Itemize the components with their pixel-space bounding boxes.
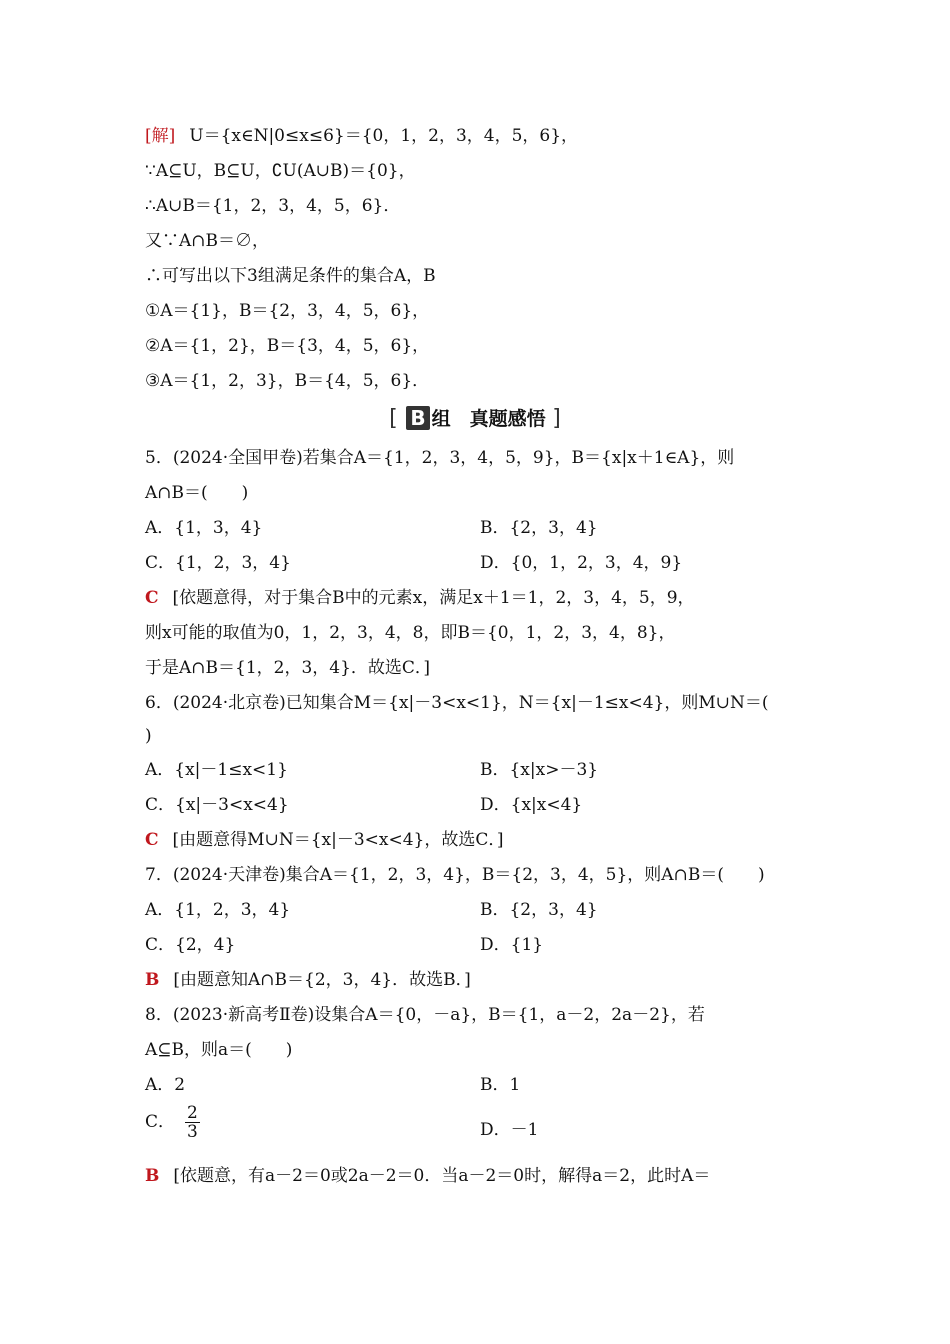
- q7-stem-1: 7．(2024·天津卷)集合A＝{1，2，3，4}，B＝{2，3，4，5}，则A∩B＝( ): [145, 865, 765, 885]
- q6-answer: C: [145, 830, 159, 850]
- q7-option-a: A．{1，2，3，4}: [145, 900, 291, 920]
- q5-explanation-1: C [依题意得，对于集合B中的元素x，满足x＋1＝1，2，3，4，5，9，: [145, 588, 695, 608]
- solution-line-2: ∵A⊆U，B⊆U，∁U(A∪B)＝{0}，: [145, 161, 416, 181]
- solution-tag: [解]: [145, 126, 176, 146]
- q8-stem-2: A⊆B，则a＝( ): [145, 1040, 293, 1060]
- q5-explanation-2: 则x可能的取值为0，1，2，3，4，8，即B＝{0，1，2，3，4，8}，: [145, 623, 676, 643]
- q6-option-b: B．{x|x>－3}: [480, 760, 599, 780]
- q8-stem-1: 8．(2023·新高考Ⅱ卷)设集合A＝{0，－a}，B＝{1，a－2，2a－2}，若: [145, 1005, 705, 1025]
- section-heading: [ B 组 真题感悟 ]: [389, 406, 561, 431]
- section-title: 组 真题感悟: [431, 408, 546, 430]
- q6-stem-2: ): [145, 726, 152, 746]
- fraction: $\frac{2}{3}$: [187, 1103, 198, 1142]
- q6-option-a: A．{x|－1≤x<1}: [145, 760, 288, 780]
- q7-option-d: D．{1}: [480, 935, 544, 955]
- q7-answer: B: [145, 970, 160, 990]
- q5-stem-1: 5．(2024·全国甲卷)若集合A＝{1，2，3，4，5，9}，B＝{x|x＋1∈A}，则: [145, 448, 735, 468]
- q8-explanation-1: B [依题意，有a－2＝0或2a－2＝0．当a－2＝0时，解得a＝2，此时A＝: [145, 1166, 711, 1186]
- solution-line-6: ①A＝{1}，B＝{2，3，4，5，6}，: [145, 301, 430, 321]
- q5-explanation-3: 于是A∩B＝{1，2，3，4}．故选C．]: [145, 658, 431, 678]
- solution-line-8: ③A＝{1，2，3}，B＝{4，5，6}．: [145, 371, 430, 391]
- q7-explanation-1: B [由题意知A∩B＝{2，3，4}．故选B．]: [145, 970, 471, 990]
- solution-line-7: ②A＝{1，2}，B＝{3，4，5，6}，: [145, 336, 430, 356]
- q6-option-d: D．{x|x<4}: [480, 795, 583, 815]
- q5-option-a: A．{1，3，4}: [145, 518, 263, 538]
- q8-answer: B: [145, 1166, 160, 1186]
- q8-option-a: A．2: [145, 1075, 186, 1095]
- q6-stem-1: 6．(2024·北京卷)已知集合M＝{x|－3<x<1}，N＝{x|－1≤x<4}，则M∪N＝(: [145, 693, 769, 713]
- q6-explanation-1: C [由题意得M∪N＝{x|－3<x<4}，故选C．]: [145, 830, 504, 850]
- solution-line-5: ∴可写出以下3组满足条件的集合A，B: [145, 266, 436, 286]
- q7-option-c: C．{2，4}: [145, 935, 236, 955]
- solution-line-4: 又∵A∩B＝∅，: [145, 231, 270, 251]
- q6-option-c: C．{x|－3<x<4}: [145, 795, 289, 815]
- q5-answer: C: [145, 588, 159, 608]
- solution-line-1: [解] U＝{x∈N|0≤x≤6}＝{0，1，2，3，4，5，6}，: [145, 126, 579, 146]
- q7-option-b: B．{2，3，4}: [480, 900, 598, 920]
- q8-option-b: B．1: [480, 1075, 521, 1095]
- solution-line-3: ∴A∪B＝{1，2，3，4，5，6}．: [145, 196, 401, 216]
- section-letter-badge: B: [406, 406, 429, 430]
- q8-option-c: C． $\frac{2}{3}$: [145, 1103, 198, 1142]
- q8-option-d: D．－1: [480, 1120, 539, 1140]
- q5-option-d: D．{0，1，2，3，4，9}: [480, 553, 683, 573]
- q5-option-c: C．{1，2，3，4}: [145, 553, 291, 573]
- q5-stem-2: A∩B＝( ): [145, 483, 249, 503]
- q5-option-b: B．{2，3，4}: [480, 518, 598, 538]
